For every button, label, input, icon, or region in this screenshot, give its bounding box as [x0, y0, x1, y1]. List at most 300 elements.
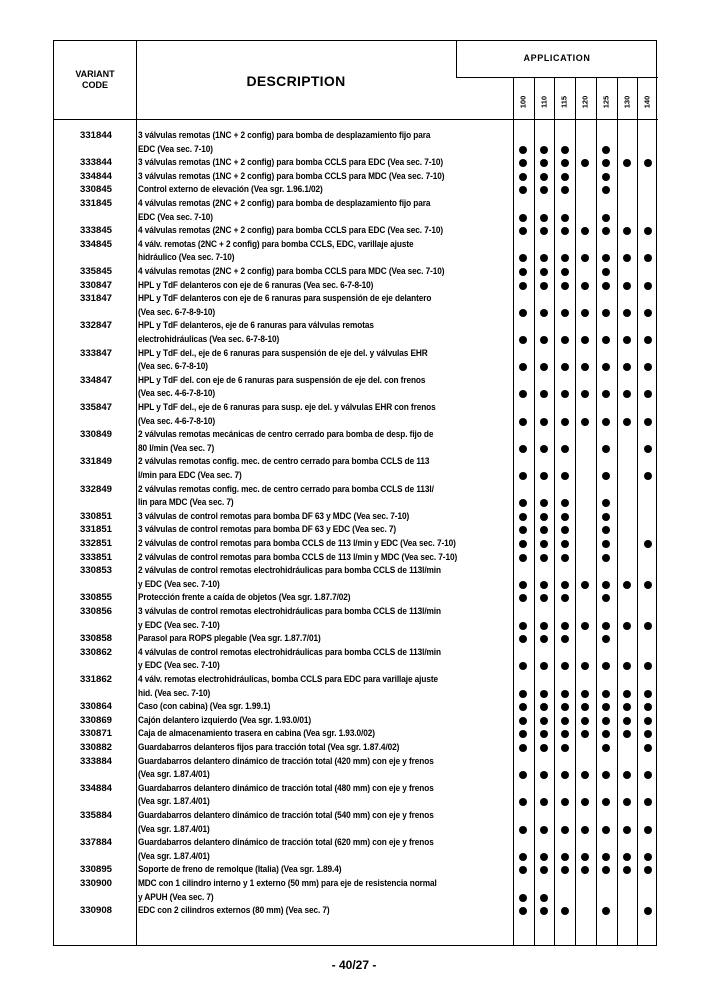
table-row	[54, 170, 658, 184]
description-line: 2 válvulas remotas config. mec. de centro cerrado para bomba CCLS de 113	[138, 456, 430, 468]
description-line: Guardabarros delantero dinámico de tracción total (620 mm) con eje y frenos	[138, 837, 434, 849]
table-row	[54, 782, 658, 809]
description-line: y EDC (Vea sec. 7-10)	[138, 619, 220, 631]
application-dot-130	[623, 282, 631, 290]
description-line: HPL y TdF del., eje de 6 ranuras para susp. eje del. y válvulas EHR con frenos	[138, 402, 436, 413]
column-header-115	[554, 89, 574, 115]
description-line: 4 válvulas remotas (2NC + 2 config) para bomba de desplazamiento fijo para	[138, 198, 431, 209]
table-row	[54, 374, 658, 401]
application-dot-100	[519, 744, 527, 752]
table-row	[54, 591, 658, 605]
application-dot-125	[602, 703, 610, 711]
application-dot-125	[602, 622, 610, 630]
description-line: Guardabarros delantero dinámico de tracción total (420 mm) con eje y frenos	[138, 755, 434, 767]
description-line: (Vea sec. 4-6-7-8-10)	[138, 388, 216, 400]
application-dot-125	[602, 159, 610, 167]
application-dot-125	[602, 336, 610, 344]
description-line: 4 válvulas remotas (2NC + 2 config) para bomba CCLS para MDC (Vea sec. 7-10)	[138, 266, 445, 277]
table-row	[54, 836, 658, 863]
column-label: 100	[518, 95, 528, 109]
variant-code: 332847	[79, 320, 112, 332]
application-dot-130	[623, 690, 631, 698]
variant-code: 330871	[79, 728, 112, 740]
application-dot-120	[581, 717, 589, 725]
table-row	[54, 523, 658, 537]
application-dot-125	[602, 173, 610, 181]
description-line: y EDC (Vea sec. 7-10)	[138, 578, 220, 590]
variant-code: 330849	[79, 429, 112, 441]
application-dot-100	[519, 363, 527, 371]
table-row	[54, 401, 658, 428]
application-dot-125	[602, 662, 610, 670]
description-line: EDC (Vea sec. 7-10)	[138, 143, 213, 155]
application-dot-140	[644, 826, 652, 834]
variant-code: 331862	[79, 674, 112, 685]
variant-code: 331844	[79, 130, 112, 141]
description-line: y EDC (Vea sec. 7-10)	[138, 660, 220, 672]
application-dot-125	[602, 540, 610, 548]
application-dot-115	[561, 268, 569, 276]
application-dot-125	[602, 499, 610, 507]
variant-code: 333884	[79, 755, 112, 767]
application-dot-140	[644, 390, 652, 398]
application-dot-110	[540, 703, 548, 711]
table-row	[54, 279, 658, 293]
application-dot-130	[623, 826, 631, 834]
application-dot-120	[581, 622, 589, 630]
variant-code: 331847	[79, 293, 112, 305]
application-dot-125	[602, 907, 610, 915]
application-dot-125	[602, 526, 610, 534]
variant-code: 330869	[79, 714, 112, 726]
description-line: Guardabarros delantero dinámico de tracción total (480 mm) con eje y frenos	[138, 782, 434, 794]
application-dot-100	[519, 866, 527, 874]
application-dot-100	[519, 336, 527, 344]
table-row	[54, 197, 658, 224]
application-dot-125	[602, 268, 610, 276]
application-dot-115	[561, 445, 569, 453]
variant-code: 330847	[79, 279, 112, 291]
variant-code: 332851	[79, 538, 112, 549]
description-line: 3 válvulas remotas (1NC + 2 config) para bomba CCLS para MDC (Vea sec. 7-10)	[138, 170, 445, 182]
application-dot-115	[561, 581, 569, 589]
application-dot-100	[519, 826, 527, 834]
application-dot-125	[602, 513, 610, 521]
description-line: Soporte de freno de remolque (Italia) (Vea sgr. 1.89.4)	[138, 864, 342, 876]
description-line: Caja de almacenamiento trasera en cabina (Vea sgr. 1.93.0/02)	[138, 728, 375, 740]
application-dot-115	[561, 853, 569, 861]
application-dot-125	[602, 690, 610, 698]
application-dot-120	[581, 390, 589, 398]
application-dot-130	[623, 798, 631, 806]
description-line: 4 válvulas de control remotas electrohidráulicas para bomba CCLS de 113l/min	[138, 646, 441, 658]
application-dot-115	[561, 798, 569, 806]
variant-code: 330900	[79, 878, 112, 889]
application-dot-110	[540, 159, 548, 167]
application-dot-110	[540, 798, 548, 806]
variant-code: 331851	[79, 524, 112, 536]
application-dot-110	[540, 826, 548, 834]
application-dot-125	[602, 146, 610, 154]
description-line: EDC con 2 cilindros externos (80 mm) (Vea sec. 7)	[138, 905, 330, 917]
application-dot-130	[623, 717, 631, 725]
application-dot-100	[519, 282, 527, 290]
application-dot-125	[602, 744, 610, 752]
table-row	[54, 727, 658, 741]
application-dot-115	[561, 254, 569, 262]
application-dot-120	[581, 581, 589, 589]
table-row	[54, 510, 658, 524]
application-dot-110	[540, 227, 548, 235]
variant-code: 330856	[79, 606, 112, 617]
table-row	[54, 632, 658, 646]
application-dot-125	[602, 390, 610, 398]
application-dot-120	[581, 159, 589, 167]
application-dot-120	[581, 662, 589, 670]
application-dot-115	[561, 472, 569, 480]
variant-code: 333844	[79, 157, 112, 169]
description-header: DESCRIPTION	[246, 73, 346, 89]
table-row	[54, 809, 658, 836]
application-dot-115	[561, 690, 569, 698]
variant-code: 330858	[79, 633, 112, 645]
application-dot-115	[561, 418, 569, 426]
application-dot-140	[644, 445, 652, 453]
variant-code: 331845	[79, 198, 112, 209]
application-dot-125	[602, 186, 610, 194]
variant-code: 333847	[79, 347, 112, 359]
application-dot-100	[519, 499, 527, 507]
variant-code: 335845	[79, 266, 112, 277]
variant-code: 330908	[79, 905, 112, 917]
application-dot-125	[602, 214, 610, 222]
application-dot-140	[644, 159, 652, 167]
application-dot-125	[602, 254, 610, 262]
application-dot-130	[623, 730, 631, 738]
application-dot-130	[623, 771, 631, 779]
table-row	[54, 455, 658, 482]
column-header-140	[637, 89, 657, 115]
table-row	[54, 265, 658, 279]
application-dot-110	[540, 268, 548, 276]
variant-code-header: VARIANT CODE	[75, 69, 115, 90]
application-dot-140	[644, 363, 652, 371]
description-line: 4 válvulas remotas (2NC + 2 config) para bomba CCLS para EDC (Vea sec. 7-10)	[138, 225, 444, 237]
application-dot-115	[561, 594, 569, 602]
column-header-110	[534, 89, 554, 115]
description-line: 2 válvulas de control remotas para bomba CCLS de 113 l/min y EDC (Vea sec. 7-10)	[138, 538, 456, 549]
column-header-125	[596, 89, 616, 115]
application-dot-125	[602, 472, 610, 480]
column-label: 130	[622, 95, 632, 109]
description-line: y APUH (Vea sec. 7)	[138, 891, 214, 903]
application-dot-120	[581, 853, 589, 861]
table-row	[54, 755, 658, 782]
application-dot-125	[602, 282, 610, 290]
application-dot-100	[519, 907, 527, 915]
application-dot-110	[540, 540, 548, 548]
application-dot-100	[519, 445, 527, 453]
application-dot-100	[519, 622, 527, 630]
application-dot-125	[602, 363, 610, 371]
application-dot-140	[644, 282, 652, 290]
application-dot-130	[623, 662, 631, 670]
variant-code: 330862	[79, 646, 112, 658]
description-line: EDC (Vea sec. 7-10)	[138, 211, 213, 223]
description-line: Caso (con cabina) (Vea sgr. 1.99.1)	[138, 701, 271, 713]
application-dot-115	[561, 390, 569, 398]
application-dot-115	[561, 771, 569, 779]
description-line: 2 válvulas de control remotas para bomba CCLS de 113 l/min y MDC (Vea sec. 7-10)	[138, 551, 458, 563]
application-dot-110	[540, 445, 548, 453]
application-dot-110	[540, 730, 548, 738]
application-dot-100	[519, 703, 527, 711]
application-dot-130	[623, 159, 631, 167]
variant-code: 332849	[79, 483, 112, 495]
application-dot-100	[519, 717, 527, 725]
application-dot-125	[602, 594, 610, 602]
description-line: 3 válvulas remotas (1NC + 2 config) para bomba CCLS para EDC (Vea sec. 7-10)	[138, 157, 444, 169]
table-row	[54, 183, 658, 197]
application-dot-140	[644, 336, 652, 344]
application-dot-120	[581, 282, 589, 290]
description-line: hidráulico (Vea sec. 7-10)	[138, 252, 235, 264]
description-line: (Vea sec. 6-7-8-9-10)	[138, 306, 216, 318]
variant-code: 330864	[79, 701, 112, 713]
application-dot-115	[561, 336, 569, 344]
application-dot-130	[623, 363, 631, 371]
description-line: l/min para EDC (Vea sec. 7)	[138, 469, 242, 481]
variant-code: 334884	[79, 782, 112, 794]
application-dot-115	[561, 513, 569, 521]
application-dot-115	[561, 826, 569, 834]
application-dot-140	[644, 622, 652, 630]
application-dot-100	[519, 635, 527, 643]
application-dot-110	[540, 472, 548, 480]
variant-code: 335884	[79, 810, 112, 821]
description-line: 3 válvulas de control remotas para bomba DF 63 y EDC (Vea sec. 7)	[138, 524, 397, 536]
application-dot-120	[581, 866, 589, 874]
table-row	[54, 863, 658, 877]
description-line: (Vea sgr. 1.87.4/01)	[138, 769, 210, 781]
application-dot-125	[602, 771, 610, 779]
application-dot-115	[561, 635, 569, 643]
application-table	[53, 40, 657, 946]
application-dot-140	[644, 853, 652, 861]
description-line: (Vea sgr. 1.87.4/01)	[138, 850, 210, 862]
application-dot-125	[602, 554, 610, 562]
description-line: HPL y TdF del. con eje de 6 ranuras para suspensión de eje del. con frenos	[138, 374, 426, 386]
application-dot-115	[561, 173, 569, 181]
table-row	[54, 238, 658, 265]
description-line: (Vea sgr. 1.87.4/01)	[138, 796, 210, 808]
description-line: 3 válvulas de control remotas electrohidráulicas para bomba CCLS de 113l/min	[138, 606, 441, 617]
description-line: HPL y TdF delanteros con eje de 6 ranuras para suspensión de eje delantero	[138, 293, 432, 305]
application-dot-140	[644, 703, 652, 711]
application-dot-100	[519, 227, 527, 235]
application-dot-130	[623, 866, 631, 874]
table-row	[54, 673, 658, 700]
table-row	[54, 319, 658, 346]
application-dot-110	[540, 363, 548, 371]
application-dot-130	[623, 703, 631, 711]
application-dot-140	[644, 227, 652, 235]
application-dot-125	[602, 717, 610, 725]
application-dot-110	[540, 853, 548, 861]
description-line: Parasol para ROPS plegable (Vea sgr. 1.87.7/01)	[138, 633, 321, 645]
application-dot-100	[519, 159, 527, 167]
application-dot-125	[602, 635, 610, 643]
application-dot-115	[561, 717, 569, 725]
application-dot-140	[644, 866, 652, 874]
application-dot-100	[519, 418, 527, 426]
application-dot-110	[540, 635, 548, 643]
application-dot-110	[540, 513, 548, 521]
table-row	[54, 714, 658, 728]
application-header: APPLICATION	[523, 53, 591, 63]
description-line: HPL y TdF delanteros con eje de 6 ranuras (Vea sec. 6-7-8-10)	[138, 279, 374, 291]
table-row	[54, 156, 658, 170]
application-dot-115	[561, 227, 569, 235]
application-dot-100	[519, 540, 527, 548]
application-dot-125	[602, 798, 610, 806]
application-dot-100	[519, 690, 527, 698]
description-line: hid. (Vea sec. 7-10)	[138, 687, 211, 699]
application-dot-100	[519, 173, 527, 181]
application-dot-140	[644, 744, 652, 752]
table-row	[54, 605, 658, 632]
application-dot-125	[602, 866, 610, 874]
application-dot-100	[519, 798, 527, 806]
table-row	[54, 483, 658, 510]
description-line: Protección frente a caída de objetos (Vea sgr. 1.87.7/02)	[138, 592, 351, 604]
application-dot-100	[519, 309, 527, 317]
divider-header	[54, 119, 658, 120]
application-dot-120	[581, 730, 589, 738]
page-number: - 40/27 -	[331, 958, 377, 972]
description-line: MDC con 1 cilindro interno y 1 externo (50 mm) para eje de resistencia normal	[138, 878, 437, 889]
application-dot-110	[540, 499, 548, 507]
application-dot-140	[644, 690, 652, 698]
application-dot-140	[644, 309, 652, 317]
description-line: Cajón delantero izquierdo (Vea sgr. 1.93.0/01)	[138, 714, 312, 726]
application-dot-110	[540, 907, 548, 915]
application-dot-100	[519, 554, 527, 562]
application-dot-120	[581, 703, 589, 711]
application-dot-100	[519, 390, 527, 398]
application-dot-110	[540, 282, 548, 290]
application-dot-115	[561, 744, 569, 752]
application-dot-115	[561, 282, 569, 290]
application-dot-130	[623, 581, 631, 589]
application-dot-110	[540, 186, 548, 194]
application-dot-120	[581, 826, 589, 834]
variant-code: 335847	[79, 402, 112, 413]
application-dot-110	[540, 744, 548, 752]
application-dot-125	[602, 309, 610, 317]
description-line: HPL y TdF delanteros, eje de 6 ranuras para válvulas remotas	[138, 320, 374, 332]
application-dot-140	[644, 771, 652, 779]
table-row	[54, 741, 658, 755]
description-line: 2 válvulas remotas config. mec. de centro cerrado para bomba CCLS de 113l/	[138, 483, 434, 495]
application-dot-100	[519, 513, 527, 521]
application-dot-120	[581, 309, 589, 317]
application-dot-100	[519, 268, 527, 276]
description-line: (Vea sgr. 1.87.4/01)	[138, 823, 210, 835]
variant-code: 330895	[79, 864, 112, 876]
divider-app-header	[456, 77, 658, 78]
application-dot-100	[519, 526, 527, 534]
variant-code: 334845	[79, 238, 112, 250]
application-dot-140	[644, 581, 652, 589]
table-row	[54, 646, 658, 673]
application-dot-110	[540, 866, 548, 874]
application-dot-100	[519, 581, 527, 589]
variant-code: 334844	[79, 170, 112, 182]
application-dot-115	[561, 363, 569, 371]
variant-code: 337884	[79, 837, 112, 849]
application-dot-140	[644, 798, 652, 806]
application-dot-120	[581, 771, 589, 779]
column-header-120	[575, 89, 595, 115]
variant-code: 330851	[79, 510, 112, 522]
application-dot-120	[581, 690, 589, 698]
application-dot-110	[540, 146, 548, 154]
application-dot-110	[540, 581, 548, 589]
description-line: 4 válv. remotas (2NC + 2 config) para bomba CCLS, EDC, varillaje ajuste	[138, 238, 414, 250]
application-dot-115	[561, 730, 569, 738]
application-dot-125	[602, 581, 610, 589]
column-label: 120	[580, 95, 590, 109]
application-dot-125	[602, 826, 610, 834]
application-dot-115	[561, 540, 569, 548]
table-row	[54, 537, 658, 551]
application-dot-110	[540, 254, 548, 262]
application-dot-115	[561, 703, 569, 711]
table-row	[54, 904, 658, 918]
variant-code: 333851	[79, 551, 112, 563]
application-dot-110	[540, 622, 548, 630]
table-row	[54, 224, 658, 238]
application-dot-125	[602, 730, 610, 738]
application-dot-125	[602, 445, 610, 453]
application-dot-120	[581, 336, 589, 344]
description-line: HPL y TdF del., eje de 6 ranuras para suspensión de eje del. y válvulas EHR	[138, 347, 428, 359]
application-dot-100	[519, 472, 527, 480]
table-row	[54, 564, 658, 591]
application-dot-115	[561, 309, 569, 317]
application-dot-130	[623, 390, 631, 398]
application-dot-130	[623, 336, 631, 344]
description-line: 2 válvulas remotas mecánicas de centro cerrado para bomba de desp. fijo de	[138, 429, 434, 441]
application-dot-115	[561, 159, 569, 167]
application-dot-120	[581, 418, 589, 426]
table-row	[54, 700, 658, 714]
application-dot-110	[540, 894, 548, 902]
application-dot-115	[561, 622, 569, 630]
application-dot-130	[623, 309, 631, 317]
description-line: 3 válvulas remotas (1NC + 2 config) para bomba de desplazamiento fijo para	[138, 130, 431, 141]
application-dot-110	[540, 690, 548, 698]
application-dot-140	[644, 730, 652, 738]
variant-code: 330882	[79, 742, 112, 753]
table-row	[54, 129, 658, 156]
column-label: 110	[539, 95, 549, 109]
application-dot-130	[623, 254, 631, 262]
description-line: (Vea sec. 6-7-8-10)	[138, 361, 208, 373]
application-dot-110	[540, 526, 548, 534]
application-dot-100	[519, 894, 527, 902]
